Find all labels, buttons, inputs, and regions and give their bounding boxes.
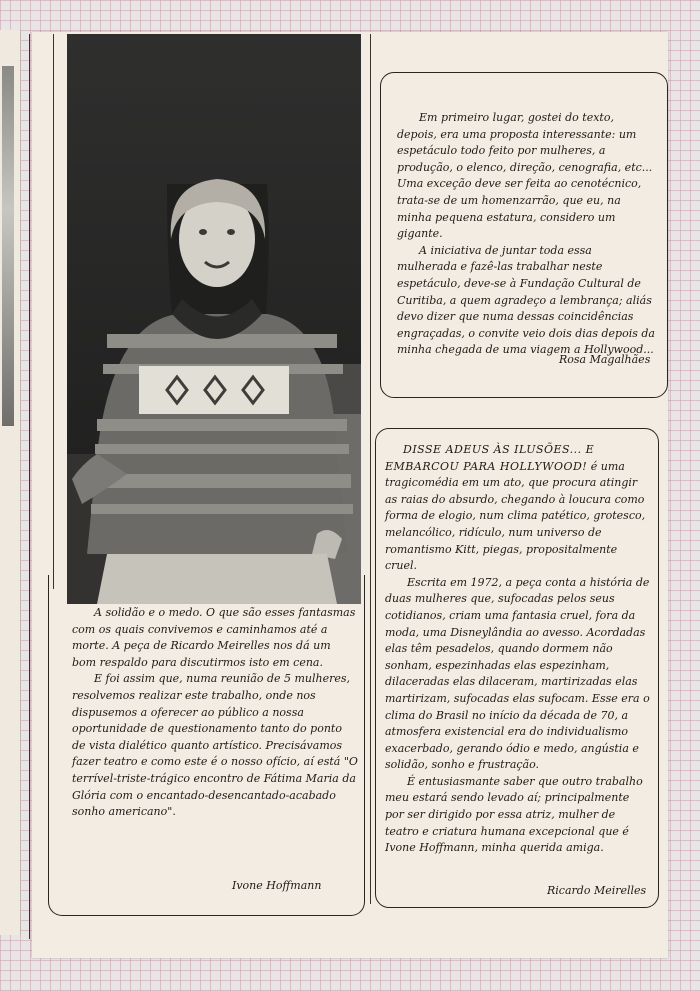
bottom-right-paragraph: Escrita em 1972, a peça conta a história de duas mulheres que, sufocadas pelos seus cotidianos, criam uma fantasia cruel, fora da moda, uma Disneylândia ao avesso. Acordadas elas têm pesadelos, quando dormem não sonham, espezinhadas elas espezinham, dilaceradas elas dilaceram, martirizadas elas martirizam, sufocadas elas sufocam. Esse era o clima do Brasil no início da década de 70, a atmosfera existencial era do individualismo exacerbado, gerando ódio e medo, angústia e solidão, sonho e frustração.: [385, 575, 650, 772]
caption-paragraph: A solidão e o medo. O que são esses fantasmas com os quais convivemos e caminhamos até a morte. A peça de Ricardo Meirelles nos dá um bom respaldo para discutirmos isto em cena.: [72, 606, 356, 669]
adjacent-page-edge: [0, 30, 21, 935]
caption-signature: Ivone Hoffmann: [232, 879, 322, 892]
caption-paragraph: E foi assim que, numa reunião de 5 mulheres, resolvemos realizar este trabalho, onde nos dispusemos a oferecer ao público a nossa oportunidade de questionamento tanto do ponto de vista dialético quanto artístico. Precisávamos fazer teatro e como este é o nosso ofício, aí está "O terrível-triste-trágico encontro de Fátima Maria da Glória com o encantado-desencantado-acabado sonho americano".: [72, 672, 358, 819]
column-rule-left: [29, 34, 30, 939]
bottom-right-text: [385, 442, 650, 857]
bottom-right-signature: Ricardo Meirelles: [547, 884, 647, 897]
play-title: DISSE ADEUS ÀS ILUSÕES... E EMBARCOU PARA HOLLYWOOD!: [385, 443, 595, 473]
bottom-right-paragraph: É entusiasmante saber que outro trabalho meu estará sendo levado aí; principalmente por ser dirigido por essa atriz, mulher de teatro e criatura humana excepcional que é Ivone Hoffmann, minha querida amiga.: [385, 774, 643, 855]
top-right-signature: Rosa Magalhães: [559, 353, 651, 366]
bottom-right-intro: [385, 442, 650, 575]
portrait-illustration: [67, 34, 361, 604]
portrait-photo: [67, 34, 361, 604]
column-rule-photo-left: [53, 34, 54, 589]
top-right-text: [397, 110, 655, 359]
caption-frame: [48, 575, 365, 916]
intro-rest: é uma tragicomédia em um ato, que procura atingir as raias do absurdo, chegando à loucura como forma de elogio, num clima patético, grotesco, melancólico, ridículo, num universo de romantismo Kitt, piegas, propositalmente cruel.: [385, 459, 646, 573]
adjacent-page-photo-fragment: [2, 66, 14, 426]
top-right-paragraph: A iniciativa de juntar toda essa mulherada e fazê-las trabalhar neste espetáculo, deve-se à Fundação Cultural de Curitiba, a quem agradeço a lembrança; aliás devo dizer que numa dessas coincidências engraçadas, o convite veio dois dias depois da minha chegada de uma viagem a Hollywood...: [397, 243, 655, 357]
top-right-paragraph: Em primeiro lugar, gostei do texto, depois, era uma proposta interessante: um espetáculo todo feito por mulheres, a produção, o elenco, direção, cenografia, etc... Uma exceção deve ser feita ao cenotécnico, trata-se de um homenzarrão, que eu, na minha pequena estatura, considero um gigante.: [397, 111, 653, 241]
column-rule-center: [370, 34, 371, 904]
